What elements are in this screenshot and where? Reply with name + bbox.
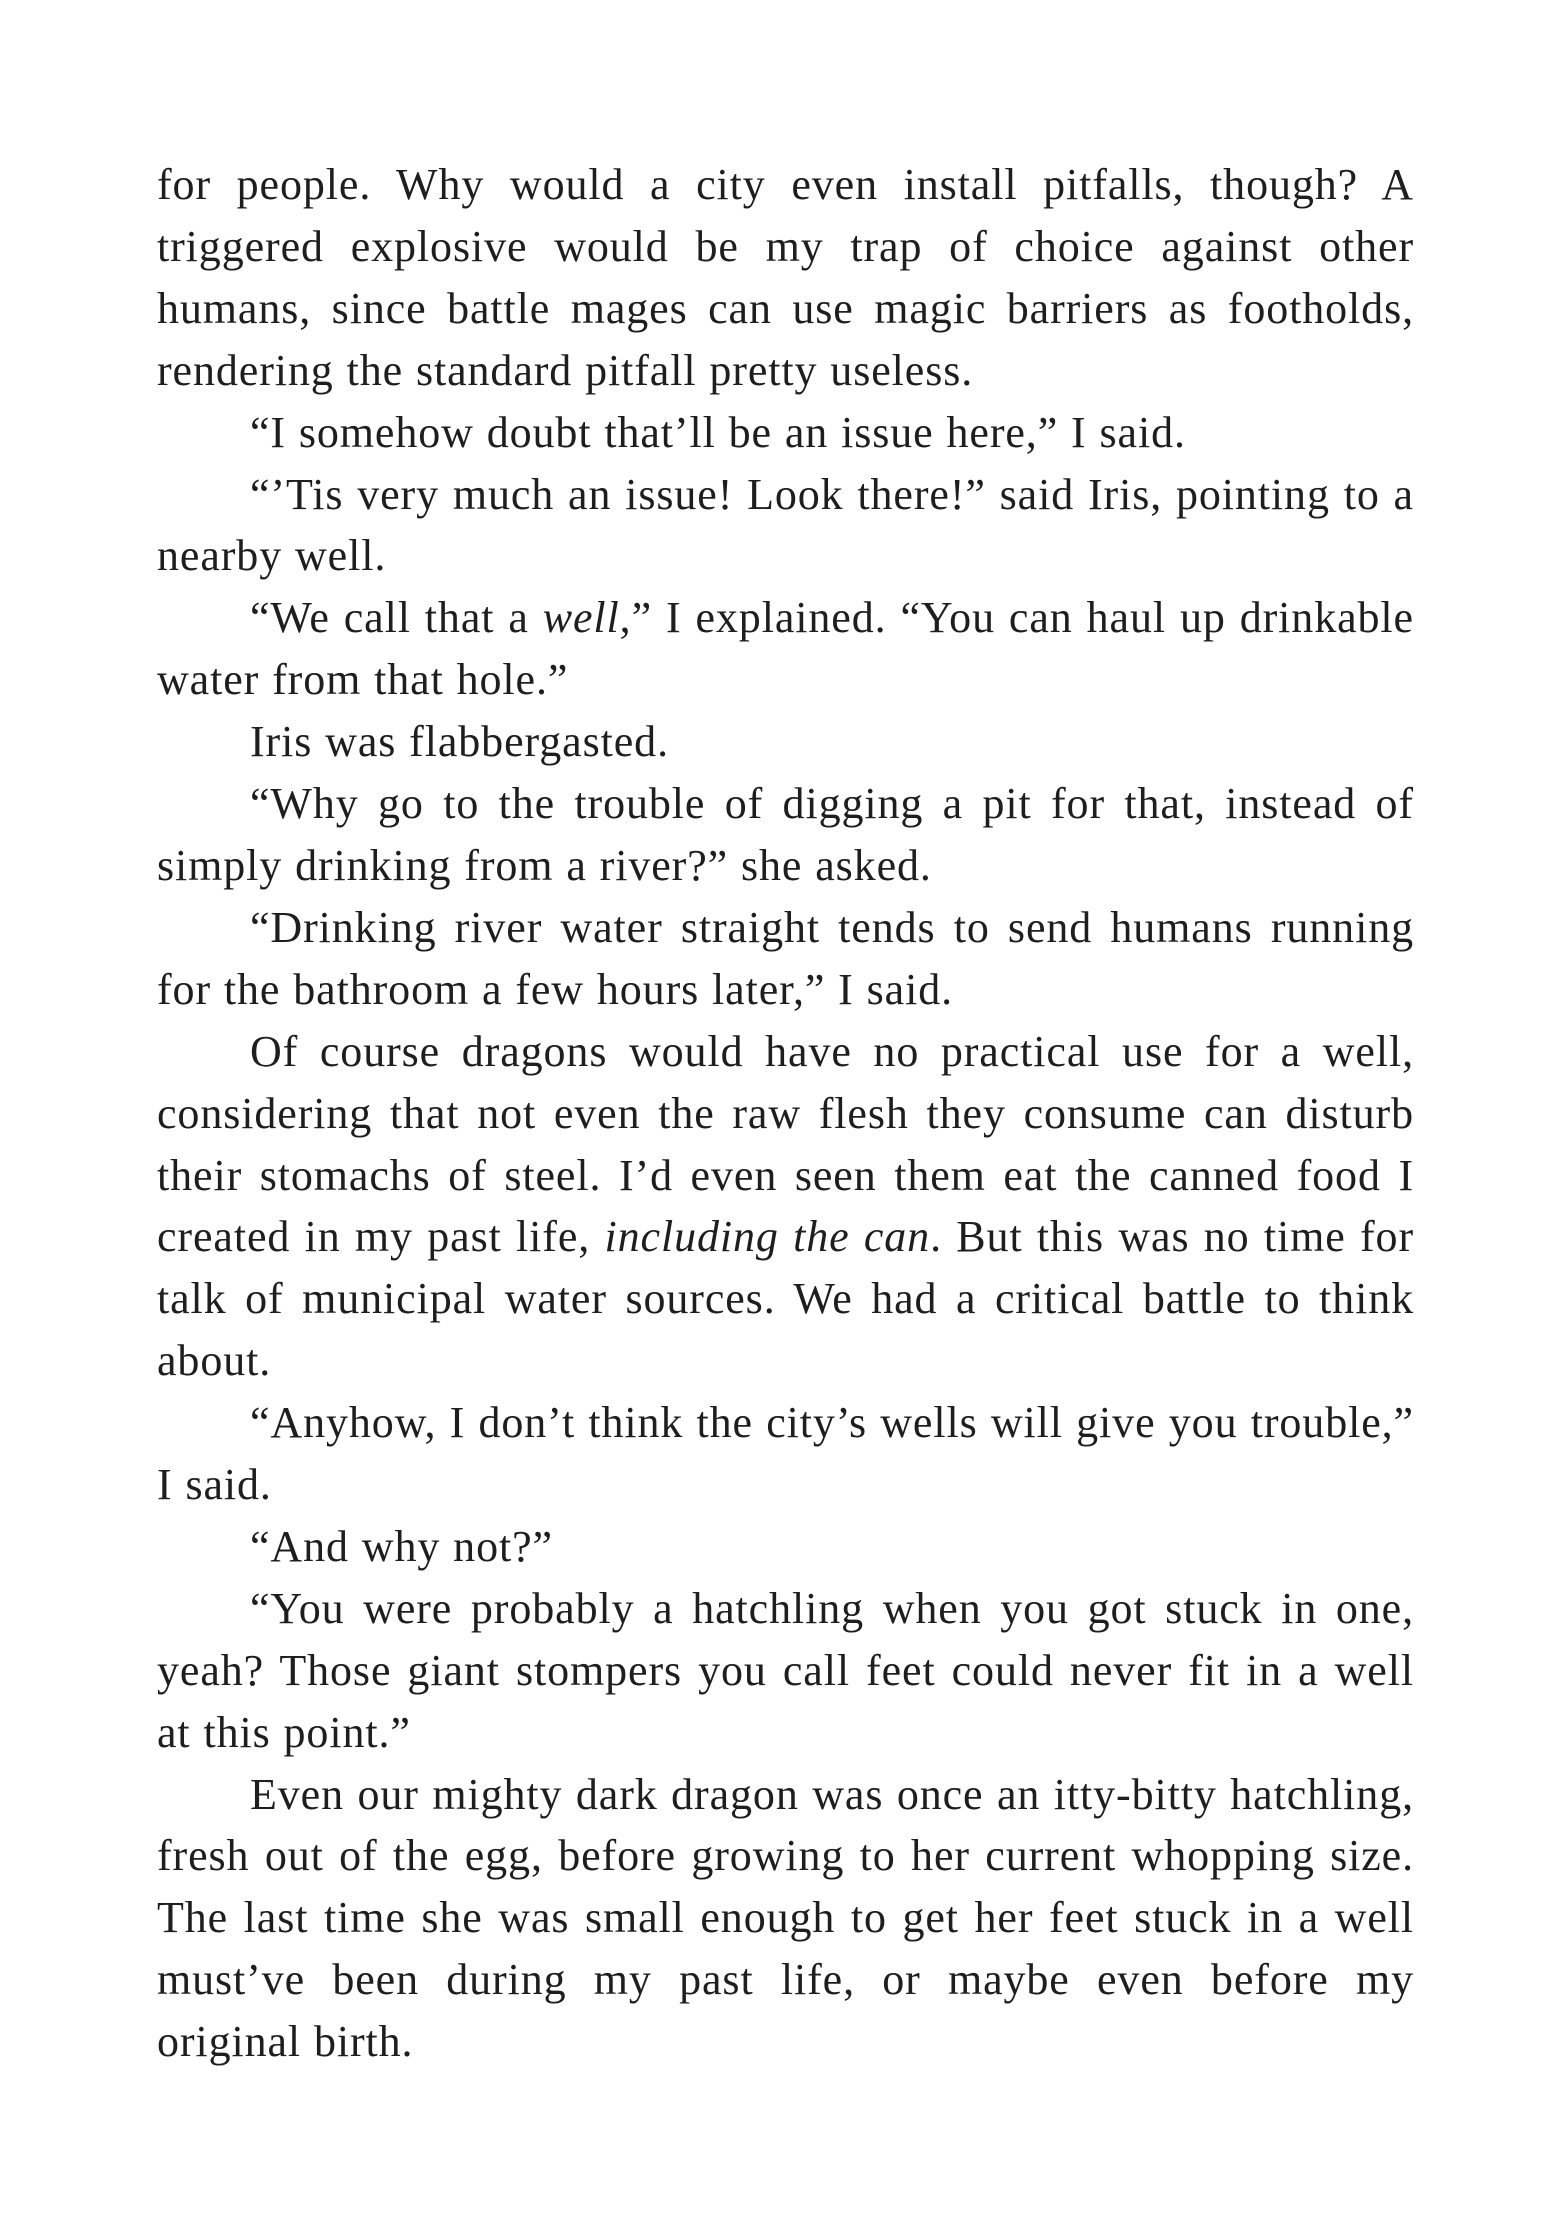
paragraph (157, 1021, 1414, 1392)
text-run: “Drinking river water straight tends to send humans running for the bathroom a few hours later,” I said. (157, 902, 1414, 1014)
text-run: “’Tis very much an issue! Look there!” said Iris, pointing to a nearby well. (157, 469, 1414, 581)
paragraph (157, 1516, 1414, 1578)
text-run: “Why go to the trouble of digging a pit for that, instead of simply drinking from a river?” she asked. (157, 779, 1414, 890)
text-run: “And why not?” (250, 1521, 553, 1571)
paragraph (157, 1578, 1414, 1764)
text-run: “You were probably a hatchling when you got stuck in one, yeah? Those giant stompers you call feet could never fit in a well at this point.” (157, 1583, 1414, 1757)
paragraph (157, 897, 1414, 1021)
italic-text-run: well (542, 593, 620, 643)
text-run: “I somehow doubt that’ll be an issue here,” I said. (250, 407, 1186, 457)
paragraph (157, 711, 1414, 773)
paragraph (157, 464, 1414, 588)
paragraph (157, 154, 1414, 402)
paragraph (157, 1764, 1414, 2074)
text-run: for people. Why would a city even install pitfalls, though? A triggered explosive would be my trap of choice against other humans, since battle mages can use magic barriers as footholds, rendering the standard pitfall pretty useless. (157, 160, 1414, 395)
text-run: Even our mighty dark dragon was once an itty-bitty hatchling, fresh out of the egg, before growing to her current whopping size. The last time she was small enough to get her feet stuck in a well must’ve been during my past life, or maybe even before my original birth. (157, 1769, 1414, 2067)
paragraph (157, 773, 1414, 897)
paragraph (157, 587, 1414, 711)
text-run: “Anyhow, I don’t think the city’s wells will give you trouble,” I said. (157, 1398, 1414, 1510)
text-run: ,” I explained. “You can haul up drinkable water from that hole.” (157, 593, 1414, 705)
text-run: . But this was no time for talk of municipal water sources. We had a critical battle to think about. (157, 1212, 1415, 1386)
italic-text-run: including the can (604, 1212, 931, 1262)
text-run: Of course dragons would have no practical use for a well, considering that not even the raw flesh they consume can disturb their stomachs of steel. I’d even seen them eat the canned food I created in my past life, (157, 1026, 1414, 1262)
paragraph (157, 402, 1414, 464)
text-run: Iris was flabbergasted. (250, 717, 669, 767)
paragraph (157, 1392, 1414, 1516)
text-run: “We call that a (250, 593, 543, 643)
book-page-text (157, 154, 1414, 2073)
